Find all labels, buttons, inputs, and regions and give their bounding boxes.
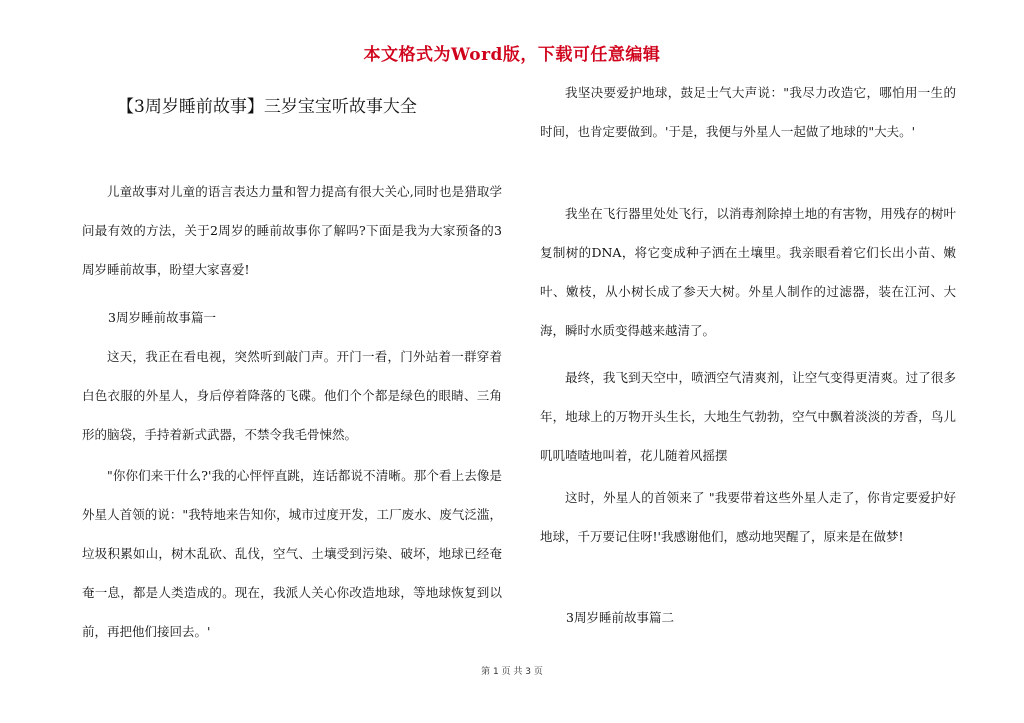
- paragraph: 我坚决要爱护地球，鼓足士气大声说："我尽力改造它，哪怕用一生的时间，也肯定要做到。'于是，我便与外星人一起做了地球的"大夫。': [540, 85, 956, 139]
- paragraph: 儿童故事对儿童的语言表达力量和智力提高有很大关心,同时也是猎取学问最有效的方法，关于2周岁的睡前故事你了解吗?下面是我为大家预备的3周岁睡前故事，盼望大家喜爱!: [82, 184, 502, 277]
- page-footer: 第 1 页 共 3 页: [481, 667, 543, 677]
- section-heading: 3周岁睡前故事篇一: [108, 310, 216, 325]
- document-title: 【3周岁睡前故事】三岁宝宝听故事大全: [117, 97, 417, 117]
- paragraph: 最终，我飞到天空中，喷洒空气清爽剂，让空气变得更清爽。过了很多年，地球上的万物开头生长，大地生气勃勃，空气中飘着淡淡的芳香，鸟儿叽叽喳喳地叫着，花儿随着风摇摆: [540, 370, 956, 463]
- paragraph: 这天，我正在看电视，突然听到敲门声。开门一看，门外站着一群穿着白色衣服的外星人，身后停着降落的飞碟。他们个个都是绿色的眼睛、三角形的脑袋，手持着新式武器，不禁令我毛骨悚然。: [82, 349, 502, 442]
- banner: 本文格式为Word版，下载可任意编辑: [363, 45, 661, 65]
- paragraph: 这时，外星人的首领来了 "我要带着这些外星人走了，你肯定要爱护好地球，千万要记住呀!'我感谢他们，感动地哭醒了，原来是在做梦!: [540, 490, 956, 544]
- paragraph: "你你们来干什么?'我的心怦怦直跳，连话都说不清晰。那个看上去像是外星人首领的说："我特地来告知你，城市过度开发，工厂废水、废气泛滥，垃圾积累如山，树木乱砍、乱伐，空气、土壤受到污染、破坏，地球已经奄奄一息，都是人类造成的。现在，我派人关心你改造地球，等地球恢复到以前，再把他们接回去。': [82, 468, 502, 639]
- paragraph: 我坐在飞行器里处处飞行，以消毒剂除掉土地的有害物，用残存的树叶复制树的DNA，将它变成种子洒在土壤里。我亲眼看着它们长出小苗、嫩叶、嫩枝，从小树长成了参天大树。外星人制作的过滤器，装在江河、大海，瞬时水质变得越来越清了。: [540, 206, 956, 338]
- section-heading: 3周岁睡前故事篇二: [566, 610, 674, 625]
